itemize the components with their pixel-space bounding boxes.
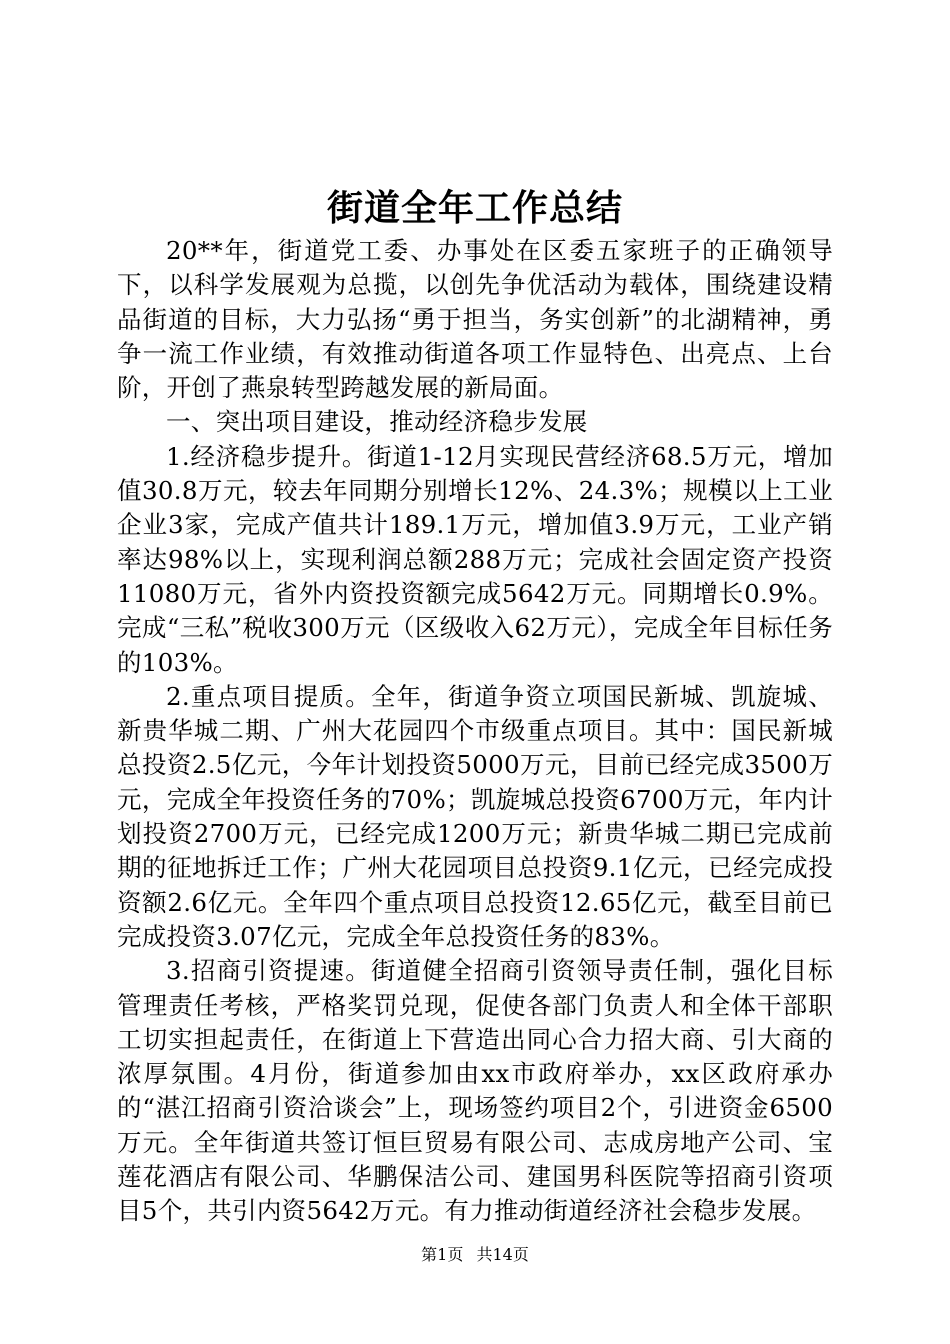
page-total: 共14页 <box>476 1245 529 1264</box>
page-number: 第1页 <box>421 1245 464 1264</box>
page-footer <box>0 1244 950 1266</box>
document-title: 街道全年工作总结 <box>326 187 623 229</box>
paragraph-intro: 20**年，街道党工委、办事处在区委五家班子的正确领导下，以科学发展观为总揽，以创先争优活动为载体，围绕建设精品街道的目标，大力弘扬“勇于担当，务实创新”的北湖精神，勇争一流工作业绩，有效推动街道各项工作显特色、出亮点、上台阶，开创了燕泉转型跨越发展的新局面。 <box>117 236 833 403</box>
document-body <box>117 234 833 1229</box>
paragraph-investment: 3.招商引资提速。街道健全招商引资领导责任制，强化目标管理责任考核，严格奖罚兑现，促使各部门负责人和全体干部职工切实担起责任，在街道上下营造出同心合力招大商、引大商的浓厚氛围。4月份，街道参加由xx市政府举办，xx区政府承办的“湛江招商引资洽谈会”上，现场签约项目2个，引进资金6500万元。全年街道共签订恒巨贸易有限公司、志成房地产公司、宝莲花酒店有限公司、华鹏保洁公司、建国男科医院等招商引资项目5个，共引内资5642万元。有力推动街道经济社会稳步发展。 <box>117 956 833 1226</box>
paragraph-key-projects: 2.重点项目提质。全年，街道争资立项国民新城、凯旋城、新贵华城二期、广州大花园四个市级重点项目。其中：国民新城总投资2.5亿元，今年计划投资5000万元，目前已经完成3500万元，完成全年投资任务的70%；凯旋城总投资6700万元，年内计划投资2700万元，已经完成1200万元；新贵华城二期已完成前期的征地拆迁工作；广州大花园项目总投资9.1亿元，已经完成投资额2.6亿元。全年四个重点项目总投资12.65亿元，截至目前已完成投资3.07亿元，完成全年总投资任务的83%。 <box>117 681 833 951</box>
paragraph-economy: 1.经济稳步提升。街道1-12月实现民营经济68.5万元，增加值30.8万元，较去年同期分别增长12%、24.3%；规模以上工业企业3家，完成产值共计189.1万元，增加值3.9万元，工业产销率达98%以上，实现利润总额288万元；完成社会固定资产投资11080万元，省外内资投资额完成5642万元。同期增长0.9%。完成“三私”税收300万元（区级收入62万元），完成全年目标任务的103%。 <box>117 441 833 677</box>
section-heading: 一、突出项目建设，推动经济稳步发展 <box>166 407 588 437</box>
